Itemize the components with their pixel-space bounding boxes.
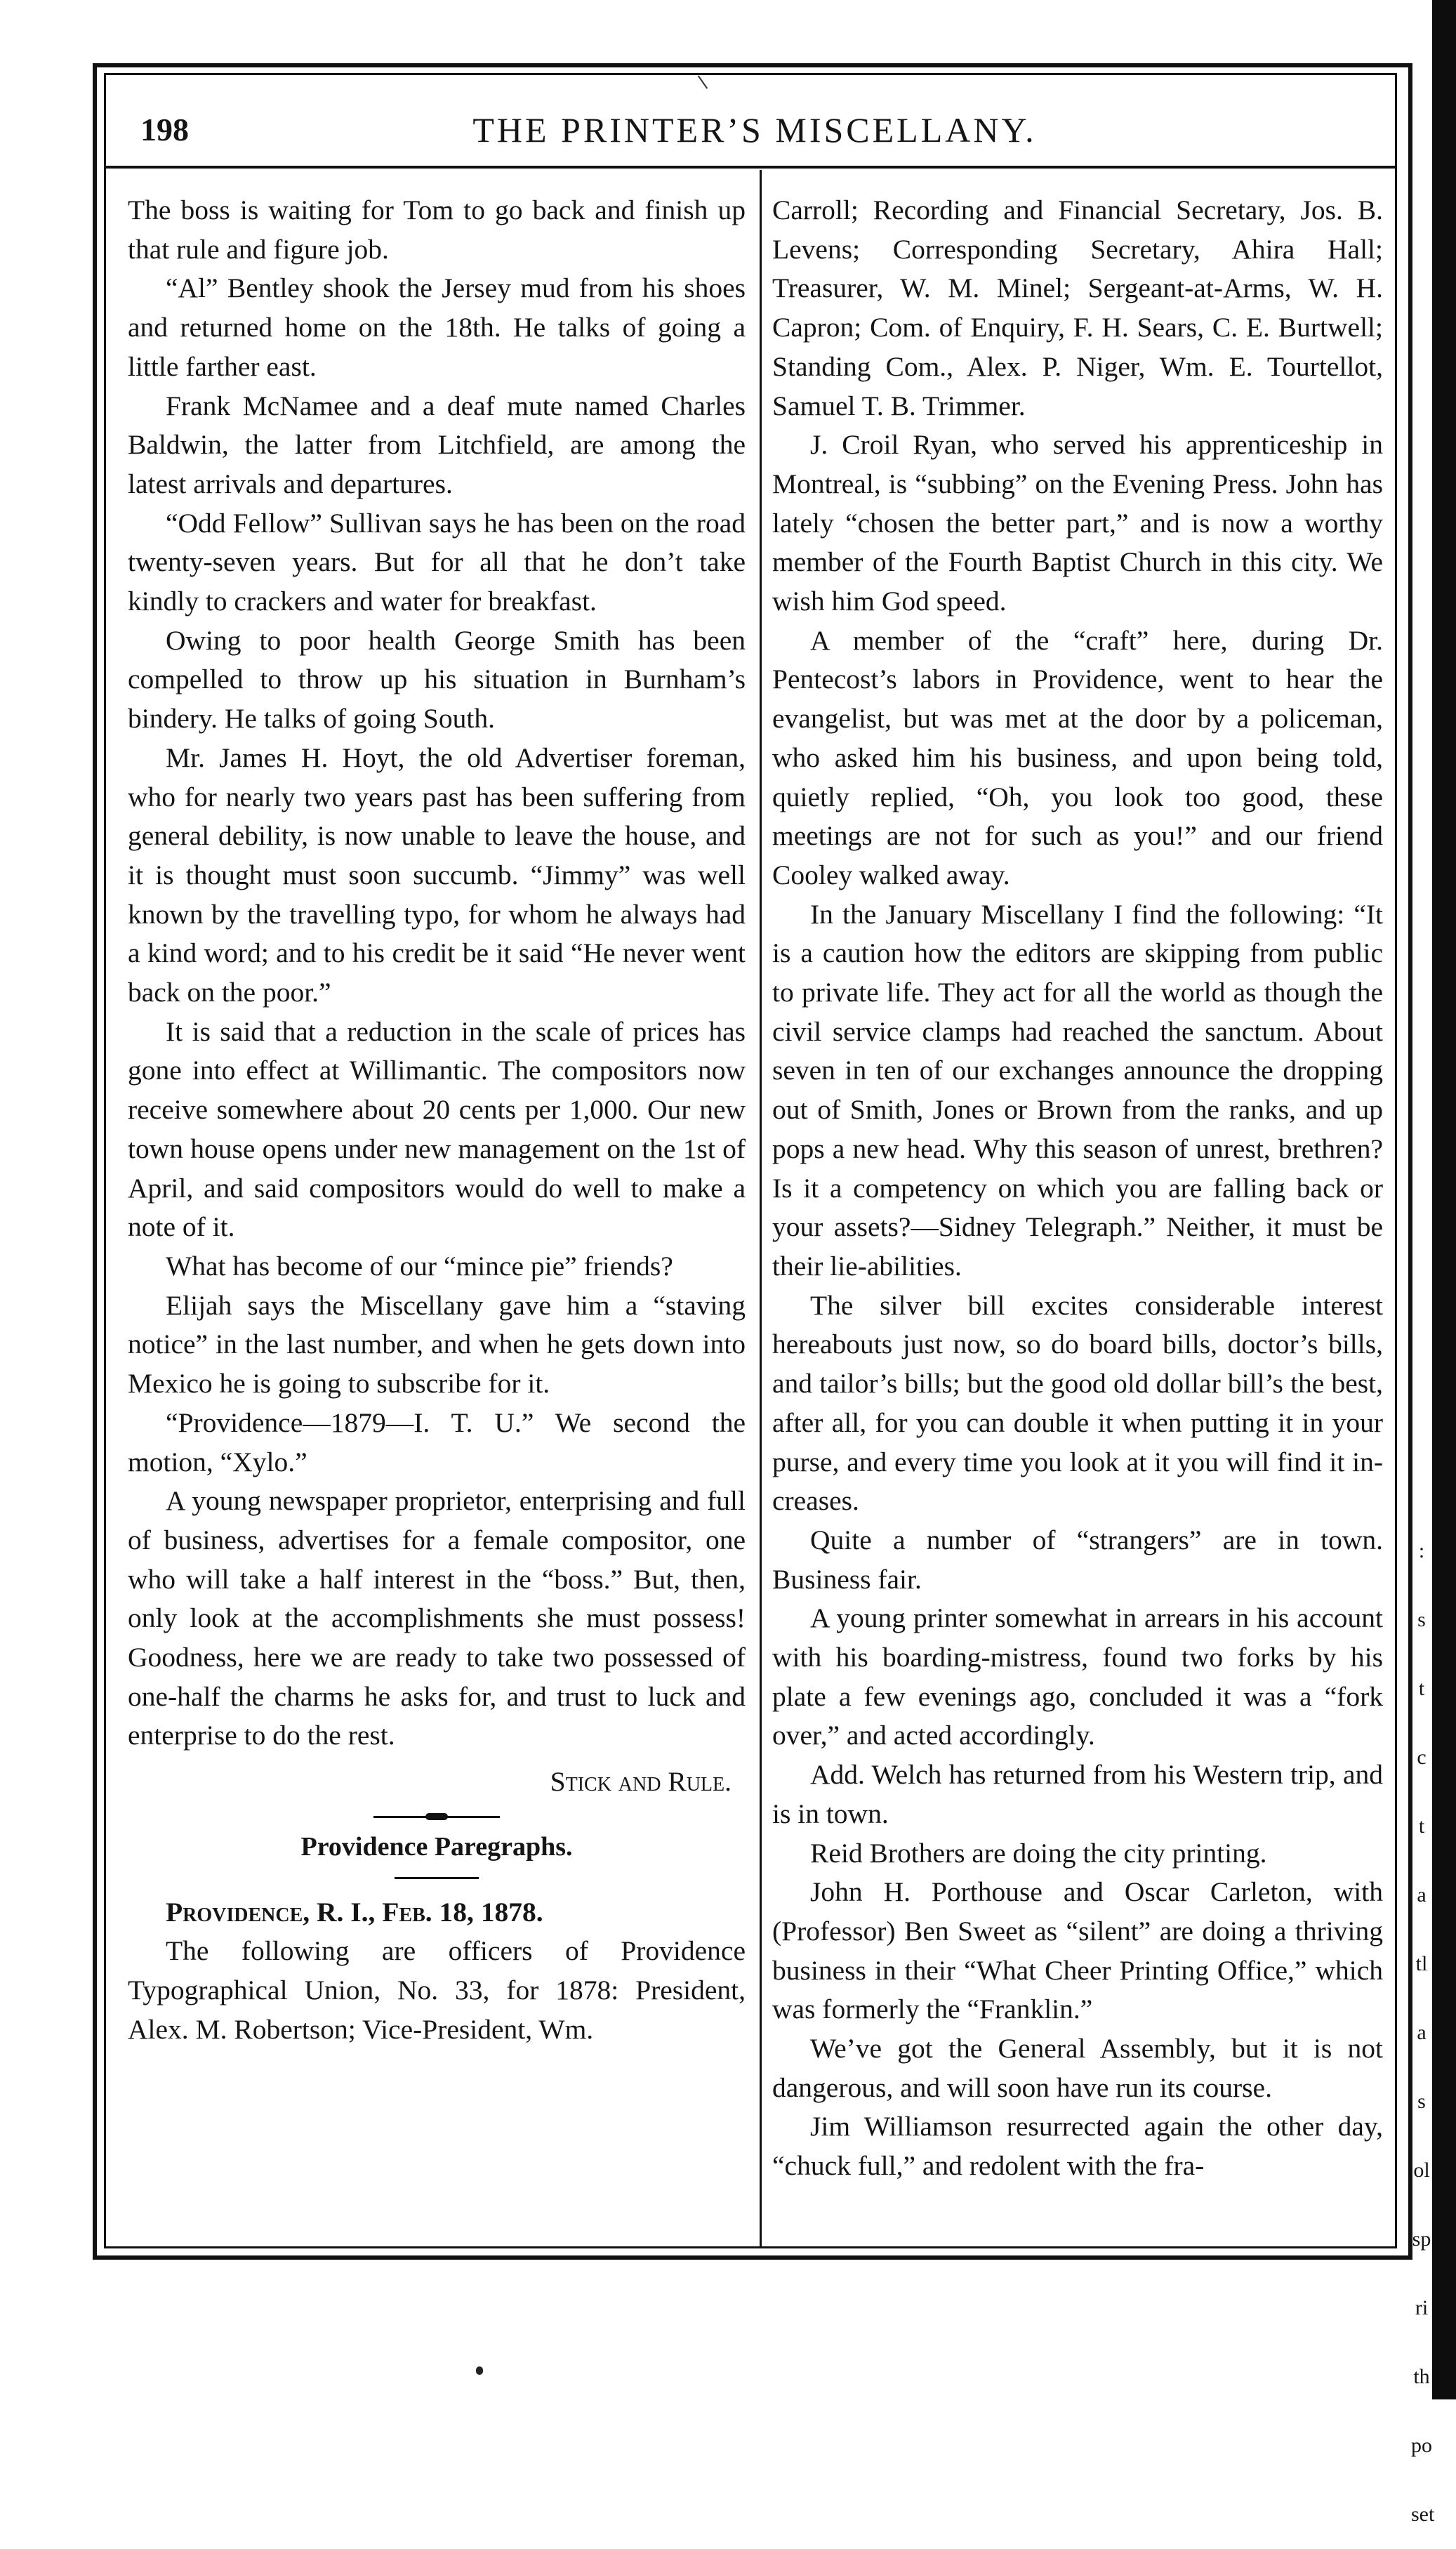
paragraph: In the January Miscellany I find the following: “It is a caution how the editors are skipping from public to private life. They act for all the world as though the civil service clamps had reached the sanctum. About seven in ten of our exchanges announce the dropping out of Smith, Jones or Brown from the ranks, and up pops a new head. Why this season of unrest, brethren? Is it a competency on which you are falling back or your assets?—Sidney Telegraph.” Neither, it must be their lie-abilities. (772, 898, 1383, 1282)
header-rule (104, 166, 1397, 169)
fragment: t (1418, 1814, 1425, 1838)
paragraph: The following are officers of Providence Typographical Union, No. 33, for 1878: President, Alex. M. Robertson; Vice-President, Wm. (128, 1935, 746, 2045)
fragment: s (1417, 2090, 1426, 2113)
fragment: set (1411, 2503, 1435, 2526)
section-title: Providence Paregraphs. (300, 1831, 573, 1862)
rule-ornament (425, 1813, 448, 1820)
paragraph: “Al” Bentley shook the Jersey mud from his shoes and returned home on the 18th. He talks of going a little farther east. (128, 272, 746, 382)
fragment: a (1417, 1883, 1427, 1906)
paragraph: A young printer somewhat in arrears in his account with his boarding-mistress, found two forks by his plate a few evenings ago, concluded it was a “fork over,” and acted accordingly. (772, 1602, 1383, 1751)
ink-speck (476, 2366, 483, 2375)
paragraph: Add. Welch has returned from his Western trip, and is in town. (772, 1759, 1383, 1829)
paragraph: We’ve got the General Assembly, but it is not dangerous, and will soon have run its course. (772, 2033, 1383, 2103)
short-rule (395, 1877, 479, 1879)
paragraph-continuation: Carroll; Recording and Financial Secretary, Jos. B. Levens; Corresponding Secretary, Ahira Hall; Treasurer, W. M. Minel; Sergeant-at-Arms, W. H. Capron; Com. of Enquiry, F. H. Sears, C. E. Burtwell; Standing Com., Alex. P. Niger, Wm. E. Tourtellot, Samuel T. B. Trimmer. (772, 195, 1383, 421)
paragraph: J. Croil Ryan, who served his apprenticeship in Montreal, is “subbing” on the Evening Press. John has lately “chosen the better part,” and is now a worthy member of the Fourth Baptist Church in this city. We wish him God speed. (772, 429, 1383, 617)
paragraph: Quite a number of “strangers” are in town. Business fair. (772, 1524, 1383, 1595)
fragment: c (1417, 1746, 1427, 1769)
paragraph: Frank McNamee and a deaf mute named Charles Baldwin, the latter from Litchfield, are among the latest arrivals and departures. (128, 390, 746, 499)
fragment: th (1413, 2365, 1430, 2388)
paragraph: Elijah says the Miscellany gave him a “staving notice” in the last number, and when he gets down into Mexico he is going to subscribe for it. (128, 1289, 746, 1399)
paragraph: “Providence—1879—I. T. U.” We second the motion, “Xylo.” (128, 1407, 746, 1477)
paragraph: What has become of our “mince pie” friends? (166, 1250, 673, 1282)
right-column (772, 191, 1383, 2186)
paragraph: “Odd Fellow” Sullivan says he has been on the road twenty-seven years. But for all that he don’t take kindly to crackers and water for breakfast. (128, 507, 746, 617)
left-column (128, 191, 746, 2049)
fragment: tl (1415, 1952, 1428, 1975)
paragraph: John H. Porthouse and Oscar Carleton, with (Professor) Ben Sweet as “silent” are doing a thriving business in their “What Cheer Printing Office,” which was formerly the “Franklin.” (772, 1876, 1383, 2025)
running-title: THE PRINTER’S MISCELLANY. (472, 110, 1037, 150)
fragment: po (1411, 2434, 1432, 2457)
paragraph: Jim Williamson resurrected again the other day, “chuck full,” and redolent with the fra- (772, 2111, 1383, 2182)
fragment: ri (1415, 2296, 1429, 2319)
fragment: ol (1413, 2159, 1430, 2182)
fragment: s (1417, 1608, 1426, 1631)
column-divider (760, 170, 762, 2248)
ornamental-rule (373, 1816, 500, 1818)
adjacent-page-fragments (1411, 1517, 1435, 2549)
page-header (126, 98, 1383, 162)
paragraph: The silver bill excites considerable interest hereabouts just now, so do board bills, doctor’s bills, and tailor’s bills; but the good old dollar bill’s the best, after all, for you can double it when putting it in your purse, and every time you look at it you will find it in-creases. (772, 1289, 1383, 1517)
paragraph: The boss is waiting for Tom to go back and finish up that rule and figure job. (128, 195, 746, 265)
page-number: 198 (140, 112, 189, 147)
paragraph: Reid Brothers are doing the city printing. (810, 1837, 1267, 1869)
paragraph: It is said that a reduction in the scale of prices has gone into effect at Willimantic. The compositors now receive somewhere about 20 cents per 1,000. Our new town house opens under new management on the 1st of April, and said compositors would do well to make a note of it. (128, 1015, 746, 1243)
fragment: t (1418, 1677, 1425, 1700)
paragraph: Mr. James H. Hoyt, the old Advertiser foreman, who for nearly two years past has been suffering from general debility, is now unable to leave the house, and it is thought must soon succumb. “Jimmy” was well known by the travelling typo, for whom he always had a kind word; and to his credit be it said “He never went back on the poor.” (128, 742, 746, 1008)
fragment: : (1418, 1539, 1425, 1562)
dateline: Providence, R. I., Feb. 18, 1878. (166, 1896, 543, 1928)
fragment: sp (1412, 2227, 1431, 2251)
paragraph: A member of the “craft” here, during Dr. Pentecost’s labors in Providence, went to hear the evangelist, but was met at the door by a policeman, who asked him his business, and upon being told, quietly replied, “Oh, you look too good, these meetings are not for such as you!” and our friend Cooley walked away. (772, 624, 1383, 890)
paragraph: A young newspaper proprietor, enterprising and full of business, advertises for a female compositor, one who will take a half interest in the “boss.” But, then, only look at the accomplishments she must possess! Goodness, here we are ready to take two possessed of one-half the charms he asks for, and trust to luck and enterprise to do the rest. (128, 1485, 746, 1751)
paragraph: Owing to poor health George Smith has been compelled to throw up his situation in Burnham’s bindery. He talks of going South. (128, 624, 746, 735)
scan-edge-shadow (1432, 0, 1456, 2399)
fragment: a (1417, 2021, 1427, 2044)
signature: Stick and Rule. (550, 1766, 732, 1798)
